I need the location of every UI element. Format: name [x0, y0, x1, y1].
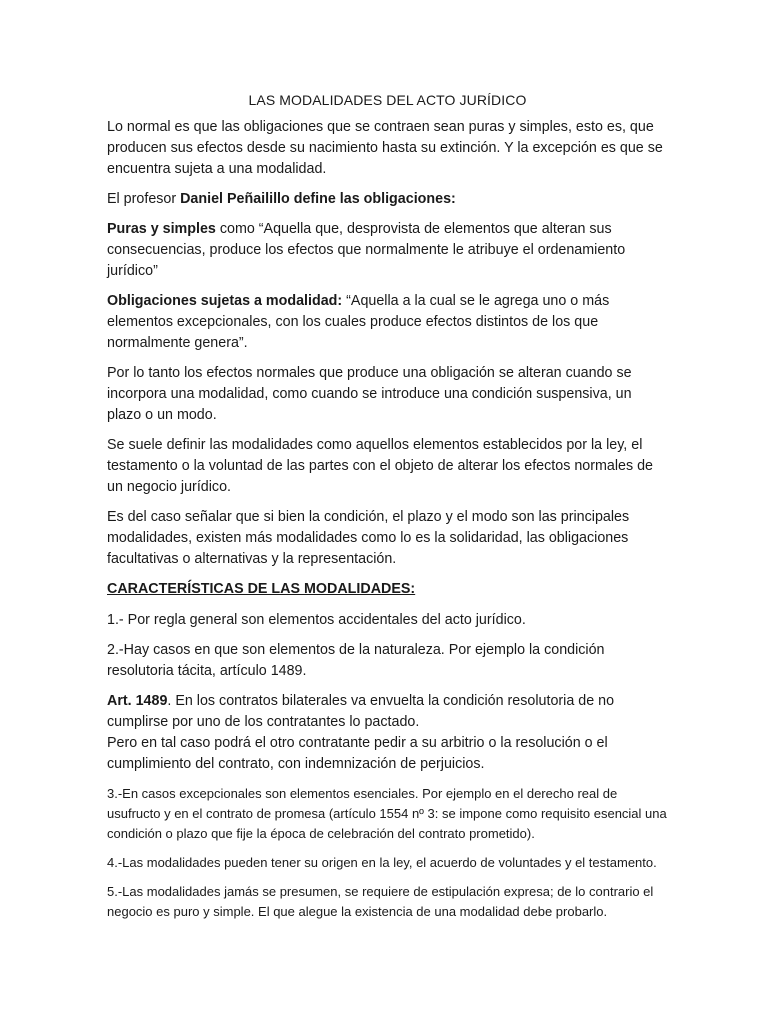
sujetas-term: Obligaciones sujetas a modalidad:	[107, 293, 343, 309]
list-item-1: 1.- Por regla general son elementos accidentales del acto jurídico.	[107, 612, 526, 628]
art-1489-paragraph	[107, 691, 668, 775]
profesor-prefix: El profesor	[107, 191, 181, 207]
list-item-4: 4.-Las modalidades pueden tener su origen en la ley, el acuerdo de voluntades y el testamento.	[107, 855, 657, 870]
intro-paragraph: Lo normal es que las obligaciones que se contraen sean puras y simples, esto es, que producen sus efectos desde su nacimiento hasta su extinción. Y la excepción es que se encuentra sujeta a una modalidad.	[107, 119, 663, 177]
sujetas-paragraph	[107, 291, 668, 354]
caracteristicas-heading: CARACTERÍSTICAS DE LAS MODALIDADES:	[107, 581, 416, 597]
profesor-name: Daniel Peñailillo define las obligaciones:	[180, 191, 456, 207]
puras-definition: como “Aquella que, desprovista de elementos que alteran sus consecuencias, produce los efectos que normalmente le atribuye el ordenamiento jurídico”	[107, 221, 626, 279]
puras-term: Puras y simples	[107, 221, 216, 237]
art-term: Art. 1489	[107, 693, 168, 709]
es-del-caso-paragraph: Es del caso señalar que si bien la condición, el plazo y el modo son las principales modalidades, existen más modalidades como lo es la solidaridad, las obligaciones facultativas o alternativas y la representación.	[107, 509, 630, 567]
puras-paragraph	[107, 219, 668, 282]
art-text-2: Pero en tal caso podrá el otro contratante pedir a su arbitrio o la resolución o el cumplimiento del contrato, con indemnización de perjuicios.	[107, 735, 608, 772]
page-title: LAS MODALIDADES DEL ACTO JURÍDICO	[248, 92, 527, 108]
list-item-3: 3.-En casos excepcionales son elementos esenciales. Por ejemplo en el derecho real de usufructo y en el contrato de promesa (artículo 1554 nº 3: se impone como requisito esencial una condición o plazo que fije la época de celebración del contrato prometido).	[107, 786, 667, 841]
list-item-5: 5.-Las modalidades jamás se presumen, se requiere de estipulación expresa; de lo contrario el negocio es puro y simple. El que alegue la existencia de una modalidad debe probarlo.	[107, 884, 654, 919]
por-lo-tanto-paragraph: Por lo tanto los efectos normales que produce una obligación se alteran cuando se incorpora una modalidad, como cuando se introduce una condición suspensiva, un plazo o un modo.	[107, 365, 632, 423]
list-item-2: 2.-Hay casos en que son elementos de la naturaleza. Por ejemplo la condición resolutoria tácita, artículo 1489.	[107, 642, 605, 679]
art-text-1: . En los contratos bilaterales va envuelta la condición resolutoria de no cumplirse por uno de los contratantes lo pactado.	[107, 693, 615, 730]
sujetas-definition: “Aquella a la cual se le agrega uno o más elementos excepcionales, con los cuales produce efectos distintos de los que normalmente genera”.	[107, 293, 610, 351]
profesor-paragraph	[107, 189, 668, 210]
se-suele-paragraph: Se suele definir las modalidades como aquellos elementos establecidos por la ley, el testamento o la voluntad de las partes con el objeto de alterar los efectos normales de un negocio jurídico.	[107, 437, 653, 495]
